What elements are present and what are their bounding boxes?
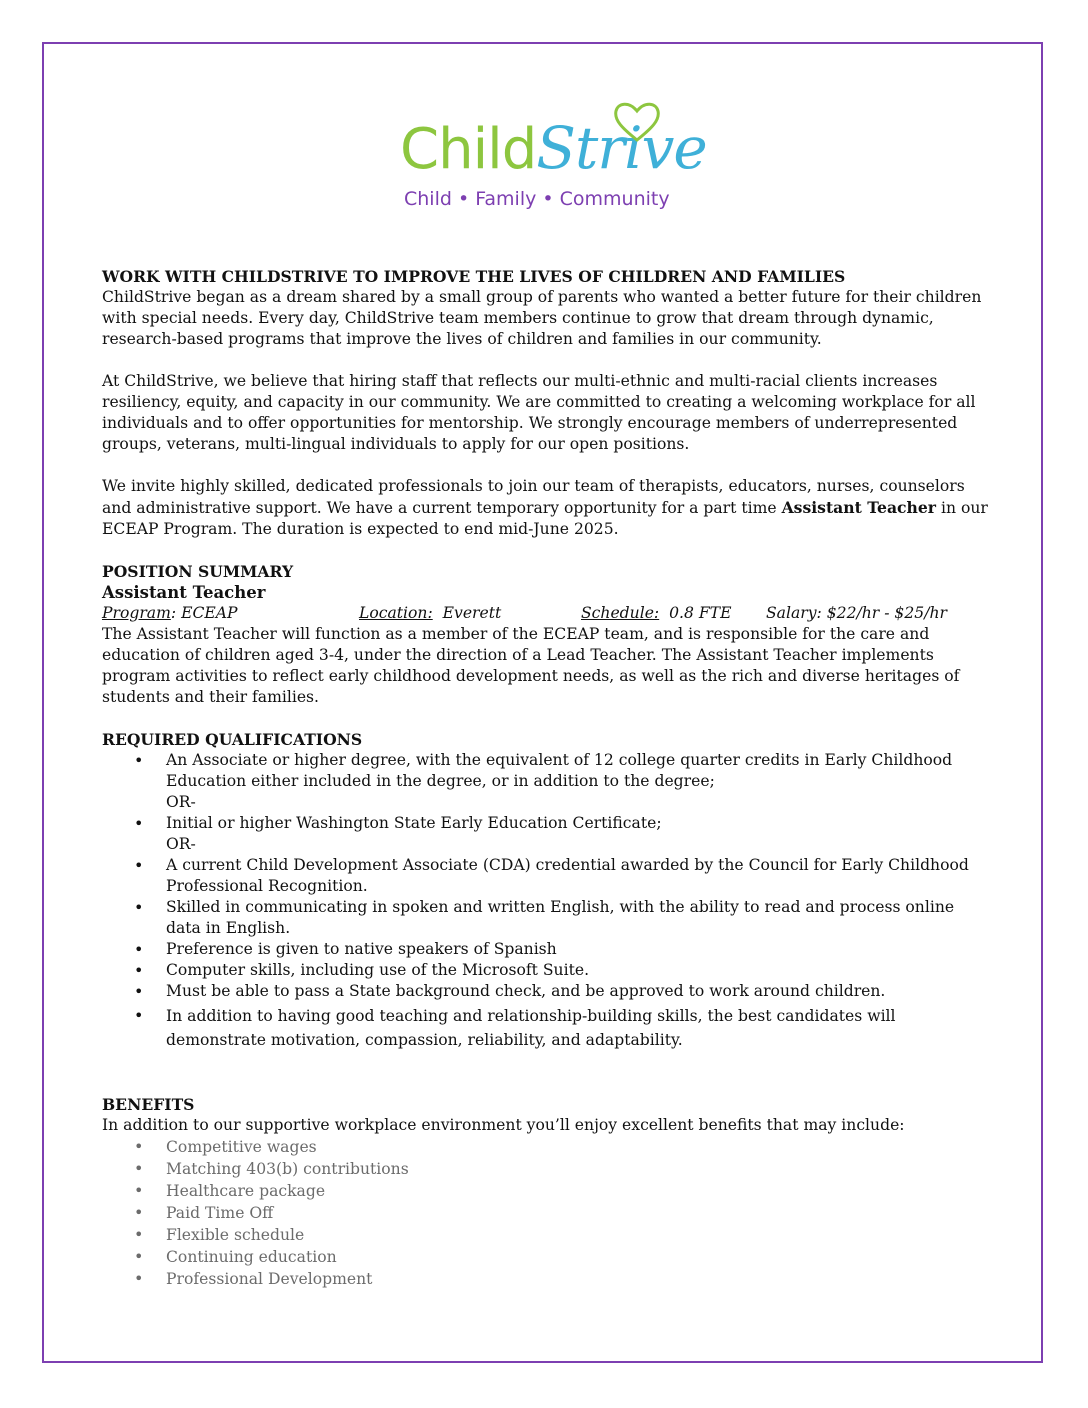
intro-heading: WORK WITH CHILDSTRIVE TO IMPROVE THE LIVES OF CHILDREN AND FAMILIES: [102, 267, 846, 286]
qualification-text: An Associate or higher degree, with the equivalent of 12 college quarter credits in Early Childhood Education either included in the degree, or in addition to the degree;: [166, 751, 953, 790]
heart-icon: [612, 100, 662, 144]
list-item: • Healthcare package: [102, 1180, 992, 1202]
location-label: Location:: [359, 604, 433, 622]
position-summary-heading: POSITION SUMMARY: [102, 562, 294, 581]
benefits-intro: In addition to our supportive workplace environment you’ll enjoy excellent benefits that may include:: [102, 1116, 905, 1134]
intro-paragraph-1: ChildStrive began as a dream shared by a small group of parents who wanted a better future for their children with special needs. Every day, ChildStrive team members continue to grow that dream through dynamic, research-based programs that improve the lives of children and families in our community.: [102, 288, 982, 348]
salary-field: Salary: $22/hr - $25/hr: [766, 604, 947, 622]
schedule-label: Schedule:: [581, 604, 660, 622]
position-name-bold: Assistant Teacher: [781, 498, 937, 517]
list-item: • Skilled in communicating in spoken and written English, with the ability to read and process online data in English.: [102, 897, 992, 939]
childstrive-logo: [400, 100, 707, 220]
program-label: Program: [102, 604, 171, 622]
job-posting: [102, 266, 992, 1290]
position-title: Assistant Teacher: [102, 583, 266, 602]
list-item: • Matching 403(b) contributions: [102, 1158, 992, 1180]
list-item: • Paid Time Off: [102, 1202, 992, 1224]
benefits-heading: BENEFITS: [102, 1095, 195, 1114]
schedule-field: [581, 603, 731, 624]
logo-strive: Strive: [536, 114, 707, 182]
list-item: • Flexible schedule: [102, 1224, 992, 1246]
intro-paragraph-3-end: in our ECEAP Program. The duration is expected to end mid-June 2025.: [102, 499, 988, 538]
intro-paragraph-3-start: We invite highly skilled, dedicated professionals to join our team of therapists, educators, nurses, counselors and administrative support. We have a current temporary opportunity for a part time: [102, 477, 965, 517]
location-field: [359, 603, 501, 624]
list-item: • Computer skills, including use of the Microsoft Suite.: [102, 960, 992, 981]
qualifications-list: [102, 750, 992, 1052]
list-item: • Must be able to pass a State background check, and be approved to work around children.: [102, 981, 992, 1002]
position-summary-text: The Assistant Teacher will function as a member of the ECEAP team, and is responsible for the care and education of children aged 3-4, under the direction of a Lead Teacher. The Assistant Teacher implements program activities to reflect early childhood development needs, as well as the rich and diverse heritages of students and their families.: [102, 625, 960, 706]
list-item: [102, 750, 992, 813]
list-item: • A current Child Development Associate (CDA) credential awarded by the Council for Early Childhood Professional Recognition.: [102, 855, 992, 897]
list-item: [102, 813, 992, 855]
benefits-list: [102, 1136, 992, 1290]
qualification-text: Initial or higher Washington State Early Education Certificate;: [166, 814, 662, 832]
logo-child: Child: [400, 117, 537, 182]
intro-paragraph-2: At ChildStrive, we believe that hiring staff that reflects our multi-ethnic and multi-racial clients increases resiliency, equity, and capacity in our community. We are committed to creating a welcoming workplace for all individuals and to offer opportunities for mentorship. We strongly encourage members of underrepresented groups, veterans, multi-lingual individuals to apply for our open positions.: [102, 372, 976, 453]
or-separator: OR-: [166, 835, 196, 853]
location-value: Everett: [432, 604, 502, 622]
list-item: • Continuing education: [102, 1246, 992, 1268]
program-value: : ECEAP: [170, 604, 238, 622]
list-item: • Preference is given to native speakers of Spanish: [102, 939, 992, 960]
logo-tagline: Child • Family • Community: [404, 188, 670, 210]
qualifications-heading: REQUIRED QUALIFICATIONS: [102, 730, 363, 749]
schedule-value: 0.8 FTE: [659, 604, 732, 622]
intro-paragraph-3: [102, 476, 992, 540]
list-item: • In addition to having good teaching and relationship-building skills, the best candidates will demonstrate motivation, compassion, reliability, and adaptability.: [102, 1004, 992, 1052]
list-item: • Competitive wages: [102, 1136, 992, 1158]
list-item: • Professional Development: [102, 1268, 992, 1290]
position-meta-row: [102, 603, 992, 624]
or-separator: OR-: [166, 793, 196, 811]
program-field: [102, 603, 238, 624]
